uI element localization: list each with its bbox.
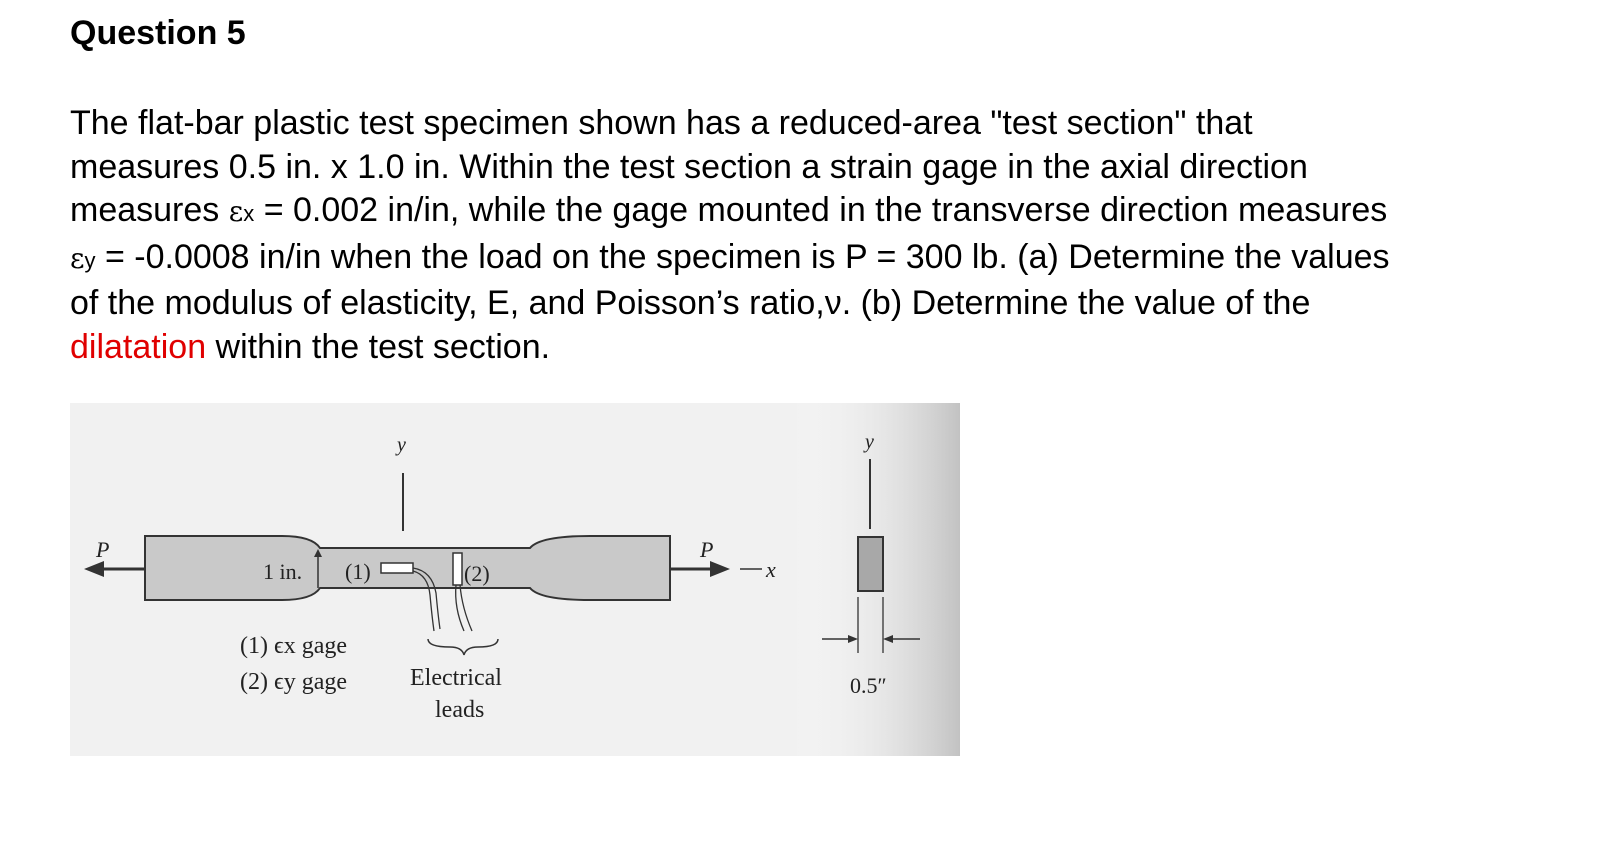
problem-line-2: measures 0.5 in. x 1.0 in. Within the test section a strain gage in the axial direction <box>70 147 1308 186</box>
legend-gage-1: (1) ϵx gage <box>240 633 348 659</box>
problem-statement <box>70 102 1540 369</box>
load-right-label: P <box>700 537 714 562</box>
question-title: Question 5 <box>70 14 246 52</box>
problem-line-3-start: measures <box>70 191 229 229</box>
leads-label-line-2: leads <box>435 697 485 723</box>
epsilon-x-subscript: x <box>243 201 255 226</box>
gage-1-marker: (1) <box>345 559 371 584</box>
problem-line-5: of the modulus of elasticity, E, and Poisson’s ratio,ν. (b) Determine the value of the <box>70 284 1311 322</box>
epsilon-y-subscript: y <box>84 247 96 273</box>
dilatation-term: dilatation <box>70 327 207 366</box>
problem-line-6 <box>70 326 1540 370</box>
problem-line-4-end: = -0.0008 in/in when the load on the specimen is P = 300 lb. (a) Determine the values <box>95 237 1390 276</box>
gage-1-element <box>381 563 413 573</box>
gage-2-marker: (2) <box>464 561 490 586</box>
problem-line-4 <box>70 236 1540 283</box>
specimen-figure <box>70 403 960 756</box>
gage-2-element <box>453 553 462 585</box>
y-axis-label: y <box>397 434 406 456</box>
width-dimension-label: 1 in. <box>263 559 303 584</box>
leads-label-line-1: Electrical <box>410 665 502 691</box>
problem-line-6-end: within the test section. <box>206 327 551 366</box>
problem-line-3 <box>70 189 1540 236</box>
load-left-label: P <box>96 537 110 562</box>
cross-section-rect <box>858 537 883 591</box>
thickness-label: 0.5″ <box>850 673 887 698</box>
x-axis-label: x <box>766 557 776 582</box>
section-y-axis-label: y <box>865 431 874 453</box>
problem-line-1: The flat-bar plastic test specimen shown has a reduced-area "test section" that <box>70 104 1253 142</box>
epsilon-y-symbol: ε <box>70 241 85 275</box>
problem-line-3-end: = 0.002 in/in, while the gage mounted in the transverse direction measures <box>254 191 1388 229</box>
legend-gage-2: (2) ϵy gage <box>240 669 348 695</box>
epsilon-x-symbol: ε <box>228 195 244 228</box>
